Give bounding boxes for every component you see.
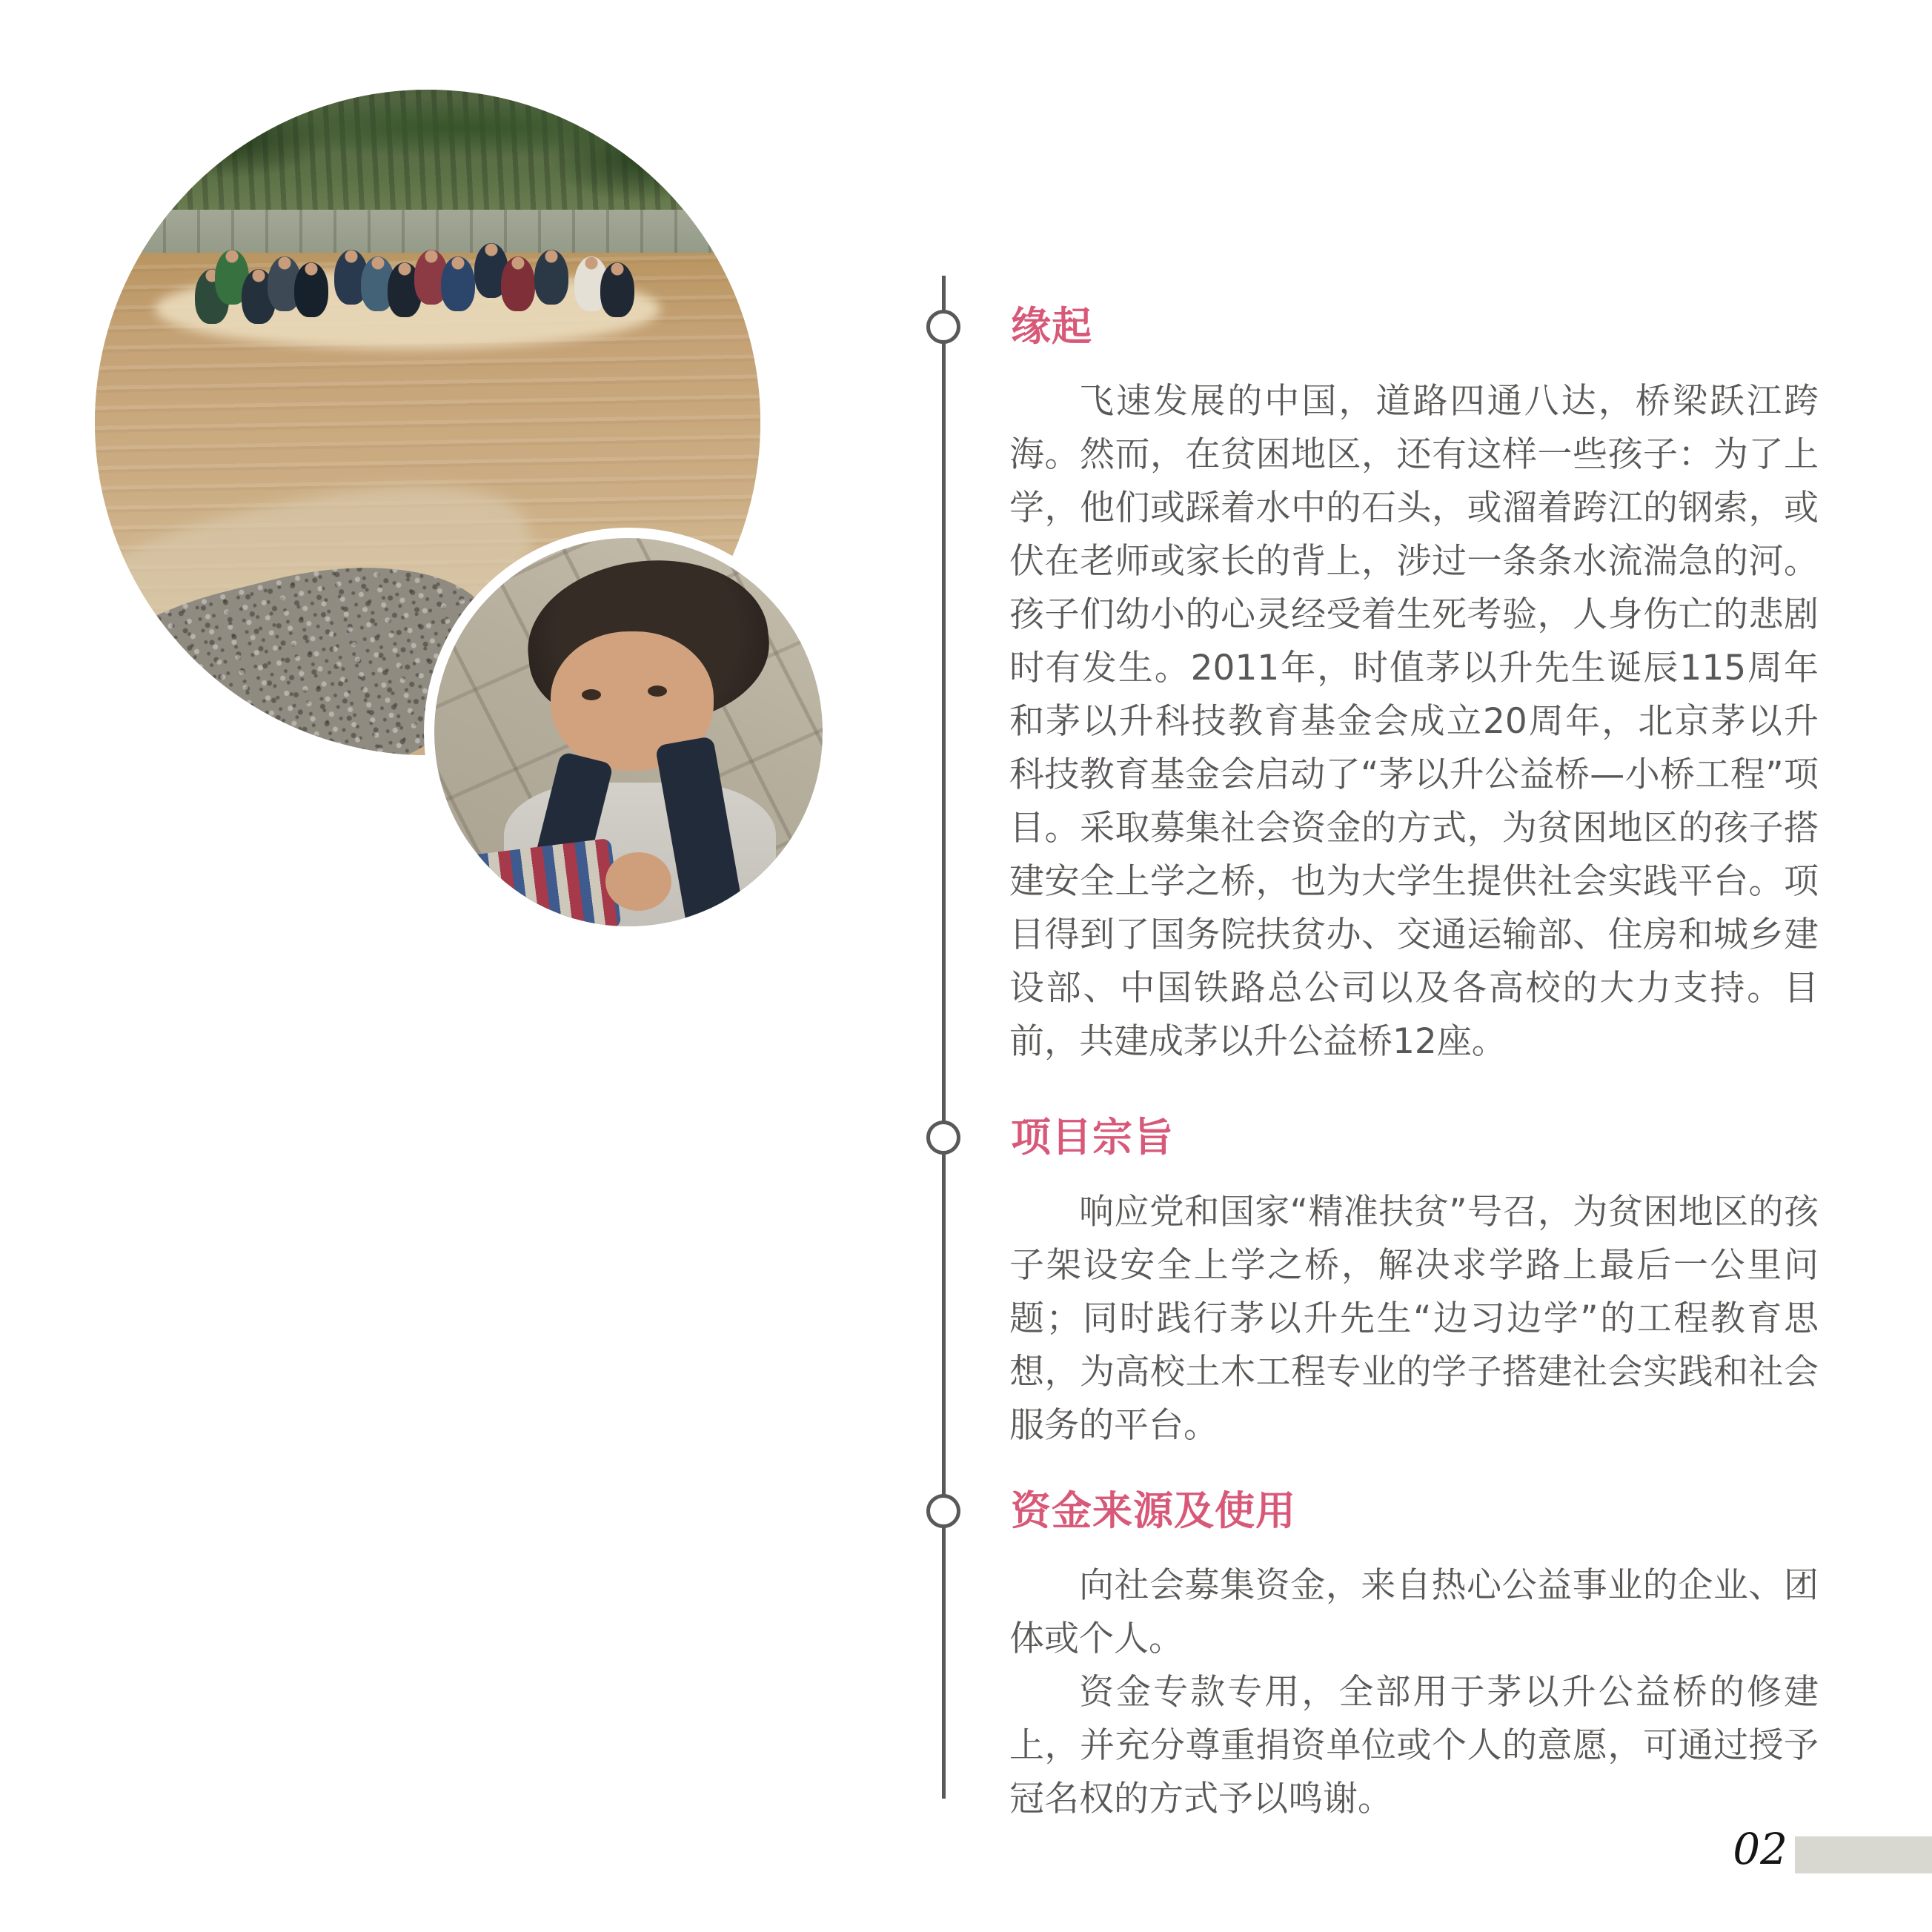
section-heading-funding: 资金来源及使用: [1011, 1487, 1296, 1534]
section-paragraph: 飞速发展的中国，道路四通八达，桥梁跃江跨海。然而，在贫困地区，还有这样一些孩子：为了上学，他们或踩着水中的石头，或溜着跨江的钢索，或伏在老师或家长的背上，涉过一条条水流湍急的河。孩子们幼小的心灵经受着生死考验，人身伤亡的悲剧时有发生。2011年，时值茅以升先生诞辰115周年和茅以升科技教育基金会成立20周年，北京茅以升科技教育基金会启动了“茅以升公益桥—小桥工程”项目。采取募集社会资金的方式，为贫困地区的孩子搭建安全上学之桥，也为大学生提供社会实践平台。项目得到了国务院扶贫办、交通运输部、住房和城乡建设部、中国铁路总公司以及各高校的大力支持。目前，共建成茅以升公益桥12座。: [1009, 381, 1819, 1062]
section-paragraph: 向社会募集资金，来自热心公益事业的企业、团体或个人。: [1009, 1565, 1819, 1659]
section-origin: [1009, 305, 1819, 1069]
boy-with-backpack-photo: [424, 528, 833, 937]
person-figure: [294, 262, 328, 317]
person-figure: [534, 250, 568, 305]
page-number: 02: [1733, 1824, 1787, 1874]
person-figure: [441, 256, 475, 311]
boy-hand: [605, 852, 671, 911]
person-figure: [501, 256, 535, 311]
timeline-line: [942, 276, 946, 1799]
person-figure: [600, 262, 634, 317]
section-heading-origin: 缘起: [1011, 303, 1092, 350]
section-purpose: [1009, 1116, 1819, 1453]
riverbank-wall: [95, 210, 760, 253]
timeline-node-origin: [926, 310, 960, 344]
section-funding: [1009, 1487, 1819, 1826]
riverbank-vegetation: [95, 90, 760, 216]
timeline-node-purpose: [926, 1121, 960, 1155]
section-heading-purpose: 项目宗旨: [1011, 1114, 1174, 1161]
section-paragraph: 响应党和国家“精准扶贫”号召，为贫困地区的孩子架设安全上学之桥，解决求学路上最后一公里问题；同时践行茅以升先生“边习边学”的工程教育思想，为高校土木工程专业的学子搭建社会实践和社会服务的平台。: [1009, 1192, 1819, 1446]
footer-bar: [1795, 1836, 1932, 1873]
section-paragraph: 资金专款专用，全部用于茅以升公益桥的修建上，并充分尊重捐资单位或个人的意愿，可通过授予冠名权的方式予以鸣谢。: [1009, 1672, 1819, 1819]
plaid-garment: [434, 838, 622, 937]
timeline-node-funding: [926, 1494, 960, 1528]
